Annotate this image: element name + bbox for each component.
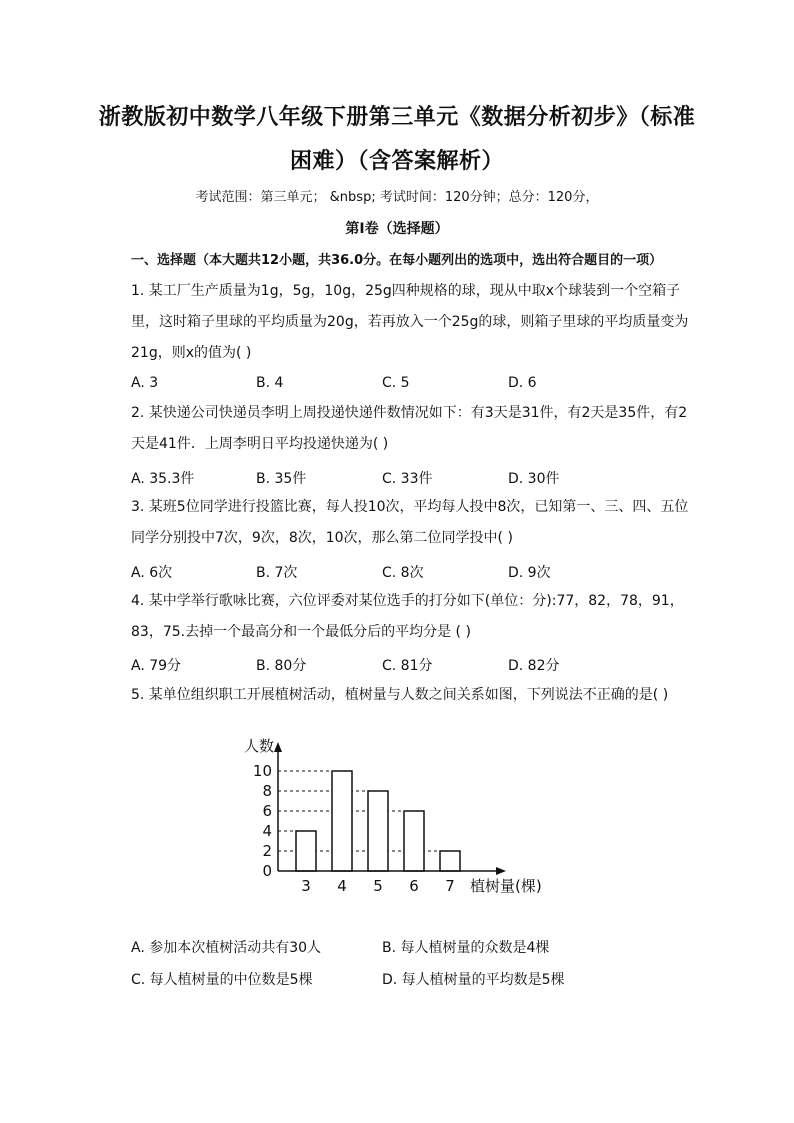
question-3: 3. 某班5位同学进行投篮比赛，每人投10次，平均每人投中8次，已知第一、三、四、五位同学分别投中7次，9次，8次，10次，那么第二位同学投中( ) <box>131 499 689 546</box>
bar-chart <box>230 730 550 900</box>
x-tick-label: 6 <box>409 877 419 895</box>
y-tick-label: 2 <box>262 842 272 860</box>
q1-option-a[interactable]: A. 3 <box>131 375 159 391</box>
y-tick-label: 4 <box>262 822 272 840</box>
section-heading: 一、选择题（本大题共12小题，共36.0分。在每小题列出的选项中，选出符合题目的一项） <box>131 253 663 268</box>
part-heading: 第Ⅰ卷（选择题） <box>345 221 449 237</box>
q1-option-d[interactable]: D. 6 <box>508 375 537 391</box>
q2-option-a[interactable]: A. 35.3件 <box>131 471 195 487</box>
q4-option-c[interactable]: C. 81分 <box>382 658 433 674</box>
q3-option-a[interactable]: A. 6次 <box>131 565 173 581</box>
page-title: 浙教版初中数学八年级下册第三单元《数据分析初步》（标准困难）（含答案解析） <box>98 105 696 174</box>
question-1: 1. 某工厂生产质量为1g，5g，10g，25g四种规格的球，现从中取x个球装到一个空箱子里，这时箱子里球的平均质量为20g，若再放入一个25g的球，则箱子里球的平均质量变为21g，则x的值为( ) <box>131 283 689 361</box>
y-tick-label: 8 <box>262 782 272 800</box>
q4-option-b[interactable]: B. 80分 <box>256 658 307 674</box>
bar <box>368 791 388 871</box>
y-axis-label: 人数 <box>244 737 275 755</box>
bar <box>332 771 352 871</box>
y-tick-label: 6 <box>262 802 272 820</box>
q4-option-d[interactable]: D. 82分 <box>508 658 560 674</box>
bar <box>440 851 460 871</box>
q5-option-a[interactable]: A. 参加本次植树活动共有30人 <box>131 940 322 956</box>
q5-option-c[interactable]: C. 每人植树量的中位数是5棵 <box>131 972 313 988</box>
question-5: 5. 某单位组织职工开展植树活动，植树量与人数之间关系如图，下列说法不正确的是( ) <box>131 687 669 703</box>
y-tick-label: 10 <box>252 762 272 780</box>
y-axis-arrow <box>274 742 282 752</box>
x-tick-label: 7 <box>445 877 455 895</box>
q2-option-c[interactable]: C. 33件 <box>382 471 433 487</box>
q4-option-a[interactable]: A. 79分 <box>131 658 182 674</box>
q2-option-b[interactable]: B. 35件 <box>256 471 307 487</box>
x-axis-label: 植树量(棵) <box>470 877 542 895</box>
q1-option-b[interactable]: B. 4 <box>256 375 284 391</box>
question-2: 2. 某快递公司快递员李明上周投递快递件数情况如下：有3天是31件，有2天是35件，有2天是41件．上周李明日平均投递快递为( ) <box>131 405 688 452</box>
x-tick-label: 5 <box>373 877 383 895</box>
q3-option-c[interactable]: C. 8次 <box>382 565 424 581</box>
x-tick-label: 4 <box>337 877 347 895</box>
bar <box>404 811 424 871</box>
q5-option-d[interactable]: D. 每人植树量的平均数是5棵 <box>382 972 565 988</box>
exam-info: 考试范围：第三单元； &nbsp; 考试时间：120分钟；总分：120分， <box>195 190 599 205</box>
q2-option-d[interactable]: D. 30件 <box>508 471 560 487</box>
y-tick-label: 0 <box>262 862 272 880</box>
x-axis-arrow <box>496 867 506 875</box>
q1-option-c[interactable]: C. 5 <box>382 375 410 391</box>
q3-option-b[interactable]: B. 7次 <box>256 565 298 581</box>
q3-option-d[interactable]: D. 9次 <box>508 565 551 581</box>
q5-option-b[interactable]: B. 每人植树量的众数是4棵 <box>382 940 550 956</box>
question-4: 4. 某中学举行歌咏比赛，六位评委对某位选手的打分如下(单位：分):77，82，78，91，83，75.去掉一个最高分和一个最低分后的平均分是 ( ) <box>131 593 684 640</box>
chart-layer <box>244 737 542 895</box>
x-tick-label: 3 <box>301 877 311 895</box>
bar <box>296 831 316 871</box>
